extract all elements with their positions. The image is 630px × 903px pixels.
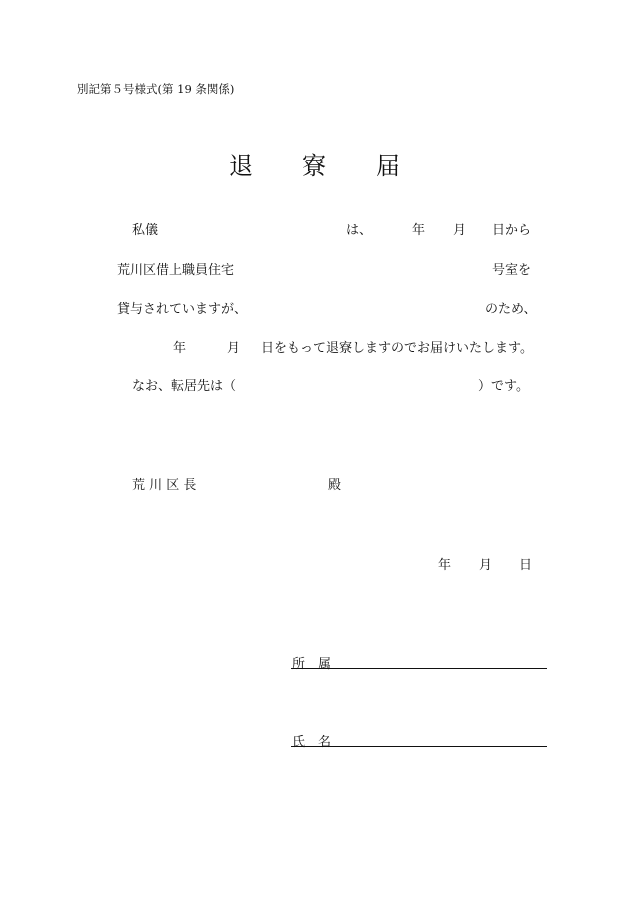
reason-label: のため、 bbox=[485, 302, 537, 317]
from-year-label: 年 bbox=[412, 223, 426, 238]
form-reference: 別記第５号様式(第 19 条関係) bbox=[77, 82, 235, 96]
new-address-open: なお、転居先は（ bbox=[132, 379, 237, 394]
name-underline bbox=[291, 746, 547, 747]
leave-year-label: 年 bbox=[173, 341, 187, 356]
from-month-label: 月 bbox=[453, 223, 467, 238]
affiliation-underline bbox=[291, 668, 547, 669]
ward-mayor-label: 荒 川 区 長 bbox=[132, 478, 197, 493]
leave-month-label: 月 bbox=[227, 341, 241, 356]
title-char-2: 寮 bbox=[302, 152, 326, 180]
new-address-close: ）です。 bbox=[478, 379, 529, 394]
affiliation-label: 所 属 bbox=[292, 657, 332, 672]
date-year-label: 年 bbox=[438, 558, 452, 573]
date-day-label: 日 bbox=[519, 558, 533, 573]
title-char-3: 届 bbox=[376, 152, 400, 180]
date-month-label: 月 bbox=[479, 558, 493, 573]
honorific-label: 殿 bbox=[328, 478, 342, 493]
name-label: 氏 名 bbox=[292, 735, 332, 750]
room-number-label: 号室を bbox=[492, 263, 532, 278]
leave-statement: 日をもって退寮しますのでお届けいたします。 bbox=[261, 341, 533, 356]
wa-particle: は、 bbox=[346, 223, 373, 238]
from-day-label: 日から bbox=[492, 223, 532, 238]
housing-label: 荒川区借上職員住宅 bbox=[117, 263, 235, 278]
lent-label: 貸与されていますが、 bbox=[117, 302, 248, 317]
title-char-1: 退 bbox=[229, 152, 253, 180]
subject-label: 私儀 bbox=[132, 223, 159, 238]
